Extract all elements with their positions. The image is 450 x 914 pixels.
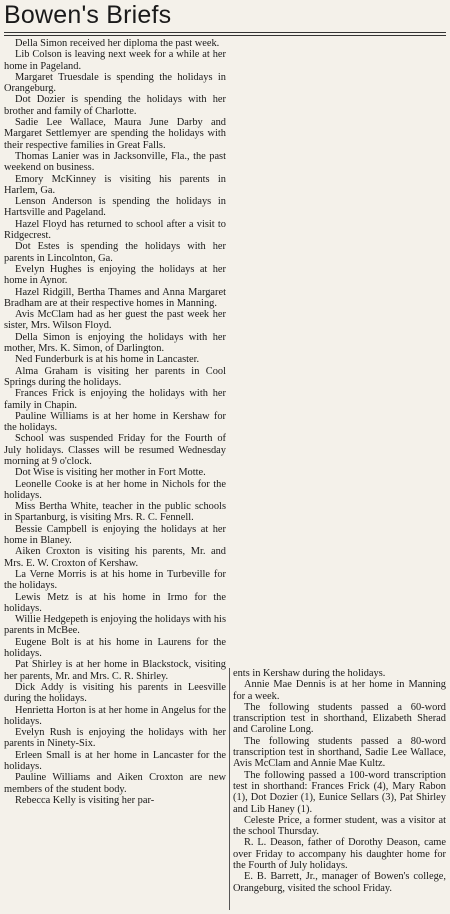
- news-item: Miss Bertha White, teacher in the public schools in Spartanburg, is visiting Mrs. R. C. Fennell.: [4, 501, 226, 524]
- news-item: Della Simon is enjoying the holidays with her mother, Mrs. K. Simon, of Darlington.: [4, 331, 226, 355]
- column-2: [233, 668, 446, 910]
- news-item: Rebecca Kelly is visiting her par-: [15, 794, 155, 806]
- news-item: Pauline Williams and Aiken Croxton are new members of the student body.: [4, 772, 226, 795]
- headline-rule: [4, 35, 446, 36]
- news-item: Celeste Price, a former student, was a visitor at the school Thursday.: [233, 814, 446, 838]
- news-item: Eugene Bolt is at his home in Laurens for the holidays.: [4, 636, 226, 660]
- news-item: Erleen Small is at her home in Lancaster for the holidays.: [4, 749, 226, 772]
- column-divider: [229, 668, 230, 910]
- news-item: Frances Frick is enjoying the holidays with her family in Chapin.: [4, 388, 226, 411]
- news-item: Dot Dozier is spending the holidays with her brother and family of Charlotte.: [4, 94, 226, 117]
- news-item: Leonelle Cooke is at her home in Nichols for the holidays.: [4, 478, 226, 501]
- news-item: Emory McKinney is visiting his parents in Harlem, Ga.: [4, 173, 226, 196]
- news-item: Avis McClam had as her guest the past week her sister, Mrs. Wilson Floyd.: [4, 309, 226, 332]
- news-item: Della Simon received her diploma the past week.: [15, 38, 220, 49]
- headline-rule: [4, 32, 446, 33]
- headline: Bowen's Briefs: [4, 1, 172, 29]
- news-item: Hazel Ridgill, Bertha Thames and Anna Margaret Bradham are at their respective homes in Manning.: [4, 286, 226, 309]
- news-item: School was suspended Friday for the Fourth of July holidays. Classes will be resumed Wednesday morning at 9 o'clock.: [4, 433, 226, 467]
- news-item: Ned Funderburk is at his home in Lancaster.: [15, 354, 200, 366]
- news-item: Sadie Lee Wallace, Maura June Darby and Margaret Settlemyer are spending the holidays with their respective families in Great Falls.: [4, 117, 226, 151]
- news-item: Alma Graham is visiting her parents in Cool Springs during the holidays.: [4, 365, 226, 388]
- news-item: Hazel Floyd has returned to school after a visit to Ridgecrest.: [4, 218, 226, 242]
- news-item: The following passed a 100-word transcription test in shorthand: Frances Frick (4), Mary Rabon (1), Dot Dozier (1), Eunice Sellars (3), Pat Shirley and Lib Haney (1).: [233, 769, 446, 815]
- news-item: Annie Mae Dennis is at her home in Manning for a week.: [233, 679, 446, 702]
- news-item: Margaret Truesdale is spending the holidays in Orangeburg.: [4, 71, 226, 95]
- news-item: R. L. Deason, father of Dorothy Deason, came over Friday to accompany his daughter home for the Fourth of July holidays.: [233, 837, 446, 872]
- news-item: Aiken Croxton is visiting his parents, Mr. and Mrs. E. W. Croxton of Kershaw.: [4, 546, 226, 569]
- news-item: Lewis Metz is at his home in Irmo for the holidays.: [4, 591, 226, 614]
- news-item: Henrietta Horton is at her home in Angelus for the holidays.: [4, 704, 226, 727]
- news-item: ents in Kershaw during the holidays.: [233, 668, 386, 679]
- news-item: The following students passed a 60-word transcription test in shorthand, Elizabeth Sherad and Caroline Long.: [233, 701, 446, 736]
- news-item: E. B. Barrett, Jr., manager of Bowen's college, Orangeburg, visited the school Friday.: [233, 871, 446, 894]
- news-item: Lib Colson is leaving next week for a while at her home in Pageland.: [4, 49, 226, 72]
- news-item: The following students passed a 80-word transcription test in shorthand, Sadie Lee Wallace, Avis McClam and Annie Mae Kultz.: [233, 735, 446, 770]
- news-item: Willie Hedgepeth is enjoying the holidays with his parents in McBee.: [4, 614, 226, 637]
- news-item: Dick Addy is visiting his parents in Leesville during the holidays.: [4, 681, 226, 705]
- column-1: [4, 38, 226, 910]
- news-item: Evelyn Hughes is enjoying the holidays at her home in Aynor.: [4, 263, 226, 287]
- news-item: Pauline Williams is at her home in Kershaw for the holidays.: [4, 410, 226, 434]
- news-item: Evelyn Rush is enjoying the holidays with her parents in Ninety-Six.: [4, 727, 226, 750]
- news-item: Dot Estes is spending the holidays with her parents in Lincolnton, Ga.: [4, 241, 226, 264]
- news-item: La Verne Morris is at his home in Turbeville for the holidays.: [4, 568, 226, 592]
- news-item: Bessie Campbell is enjoying the holidays at her home in Blaney.: [4, 523, 226, 547]
- news-item: Pat Shirley is at her home in Blackstock, visiting her parents, Mr. and Mrs. C. R. Shirley.: [4, 659, 226, 682]
- news-item: Dot Wise is visiting her mother in Fort Motte.: [15, 467, 206, 479]
- news-item: Lenson Anderson is spending the holidays in Hartsville and Pageland.: [4, 196, 226, 219]
- news-item: Thomas Lanier was in Jacksonville, Fla., the past weekend on business.: [4, 150, 226, 174]
